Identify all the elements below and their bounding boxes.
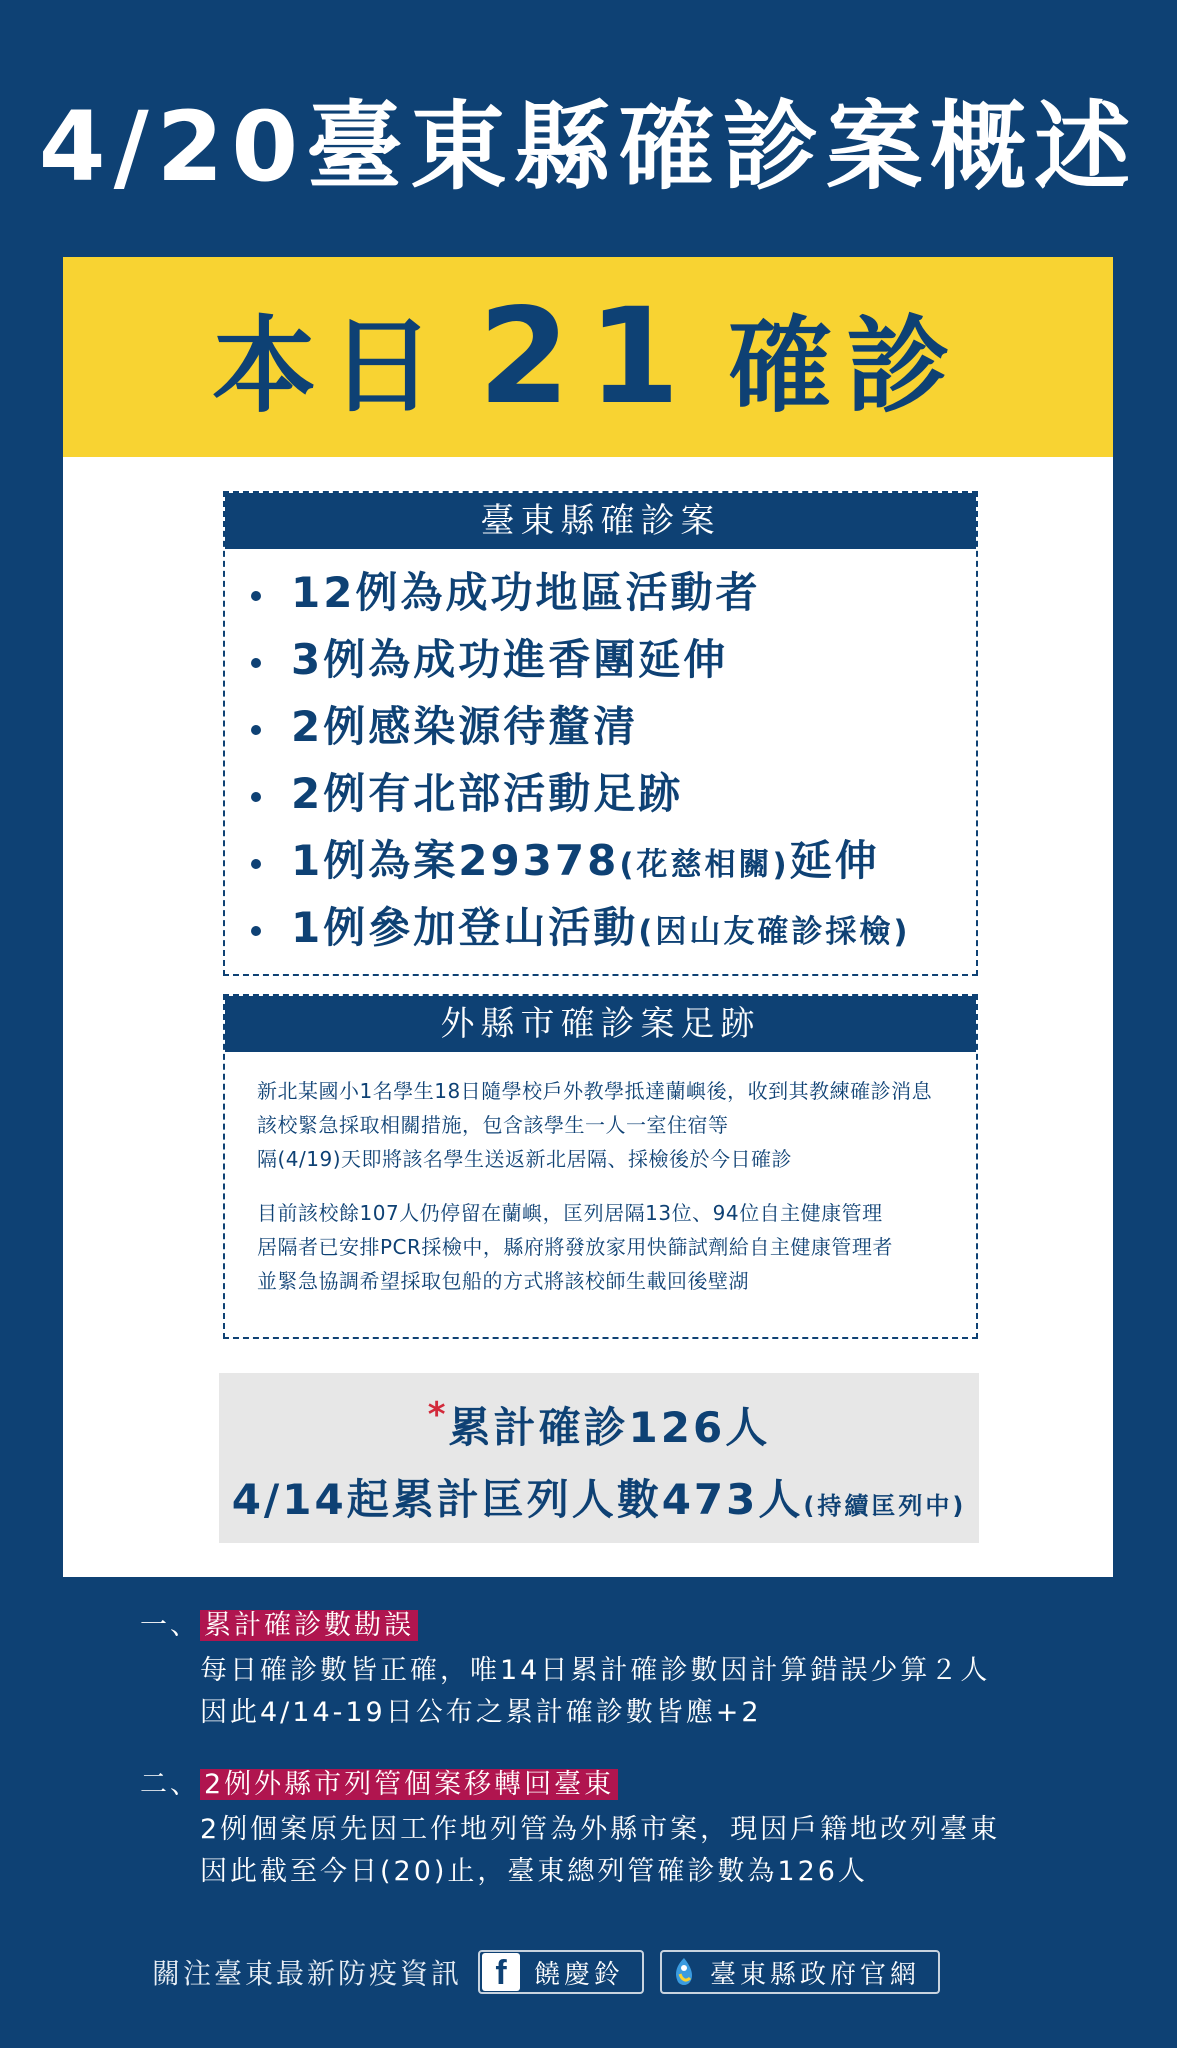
note-line: 因此4/14-19日公布之累計確診數皆應+2 bbox=[200, 1697, 762, 1728]
note-line: 因此截至今日(20)止，臺東總列管確診數為126人 bbox=[200, 1856, 868, 1887]
paragraph-line: 目前該校餘107人仍停留在蘭嶼，匡列居隔13位、94位自主健康管理 bbox=[257, 1201, 883, 1225]
list-item: 1例參加登山活動(因山友確診採檢) bbox=[247, 894, 976, 961]
note-line: 每日確診數皆正確，唯14日累計確診數因計算錯誤少算２人 bbox=[200, 1655, 991, 1686]
note-transfer bbox=[140, 1762, 1000, 1893]
paragraph-line: 隔(4/19)天即將該名學生送返新北居隔、採檢後於今日確診 bbox=[257, 1147, 793, 1171]
paragraph-line: 居隔者已安排PCR採檢中，縣府將發放家用快篩試劑給自主健康管理者 bbox=[257, 1235, 893, 1259]
note-heading: 累計確診數勘誤 bbox=[200, 1610, 418, 1641]
item-note: (因山友確診採檢) bbox=[638, 914, 911, 950]
facebook-link[interactable] bbox=[478, 1950, 644, 1994]
item-note: (花慈相關) bbox=[619, 847, 790, 883]
total-cases: *累計確診126人 bbox=[427, 1395, 771, 1452]
bullet-icon bbox=[251, 658, 261, 668]
outside-cases-header: 外縣市確診案足跡 bbox=[225, 996, 976, 1052]
gov-label: 臺東縣政府官網 bbox=[710, 1959, 921, 1990]
note-body bbox=[200, 1650, 990, 1734]
outside-cases-paragraph-1 bbox=[225, 1074, 976, 1176]
local-cases-header: 臺東縣確診案 bbox=[225, 493, 976, 549]
bullet-icon bbox=[251, 926, 261, 936]
quarantine-total: 4/14起累計匡列人數473人(持續匡列中) bbox=[231, 1475, 967, 1524]
local-cases-list bbox=[225, 549, 976, 961]
footer bbox=[152, 1950, 940, 1994]
list-item: 3例為成功進香團延伸 bbox=[247, 626, 976, 693]
list-item: 2例感染源待釐清 bbox=[247, 693, 976, 760]
page-title: 4/20臺東縣確診案概述 bbox=[38, 91, 1139, 203]
quarantine-note: (持續匡列中) bbox=[803, 1492, 967, 1520]
bullet-icon bbox=[251, 859, 261, 869]
outside-cases-paragraph-2 bbox=[225, 1196, 976, 1298]
banner-count: 21 bbox=[478, 280, 698, 434]
asterisk-icon: * bbox=[427, 1395, 449, 1435]
main-panel bbox=[63, 257, 1113, 1577]
gov-website-link[interactable] bbox=[660, 1950, 940, 1994]
note-heading: 2例外縣市列管個案移轉回臺東 bbox=[200, 1769, 618, 1800]
taitung-gov-logo-icon bbox=[670, 1956, 698, 1988]
facebook-label: 饒慶鈴 bbox=[534, 1959, 625, 1990]
list-item: 2例有北部活動足跡 bbox=[247, 760, 976, 827]
daily-count-banner bbox=[63, 257, 1113, 457]
facebook-icon: f bbox=[482, 1953, 520, 1991]
item-tail: 延伸 bbox=[789, 836, 880, 885]
note-correction bbox=[140, 1603, 990, 1734]
paragraph-line: 該校緊急採取相關措施，包含該學生一人一室住宿等 bbox=[257, 1113, 729, 1137]
note-body bbox=[200, 1809, 1000, 1893]
list-item: 1例為案29378(花慈相關)延伸 bbox=[247, 827, 976, 894]
outside-cases-box bbox=[223, 994, 978, 1339]
local-cases-box bbox=[223, 491, 978, 976]
paragraph-line: 並緊急協調希望採取包船的方式將該校師生載回後壁湖 bbox=[257, 1269, 749, 1293]
note-number: 一、 bbox=[140, 1610, 200, 1641]
footer-text: 關注臺東最新防疫資訊 bbox=[152, 1957, 463, 1990]
note-number: 二、 bbox=[140, 1769, 200, 1800]
paragraph-line: 新北某國小1名學生18日隨學校戶外教學抵達蘭嶼後，收到其教練確診消息 bbox=[257, 1079, 933, 1103]
bullet-icon bbox=[251, 792, 261, 802]
summary-box bbox=[219, 1373, 979, 1543]
bullet-icon bbox=[251, 725, 261, 735]
note-line: 2例個案原先因工作地列管為外縣市案，現因戶籍地改列臺東 bbox=[200, 1814, 1001, 1845]
list-item: 12例為成功地區活動者 bbox=[247, 559, 976, 626]
banner-prefix: 本日 bbox=[212, 305, 449, 427]
banner-suffix: 確診 bbox=[727, 305, 964, 427]
bullet-icon bbox=[251, 591, 261, 601]
